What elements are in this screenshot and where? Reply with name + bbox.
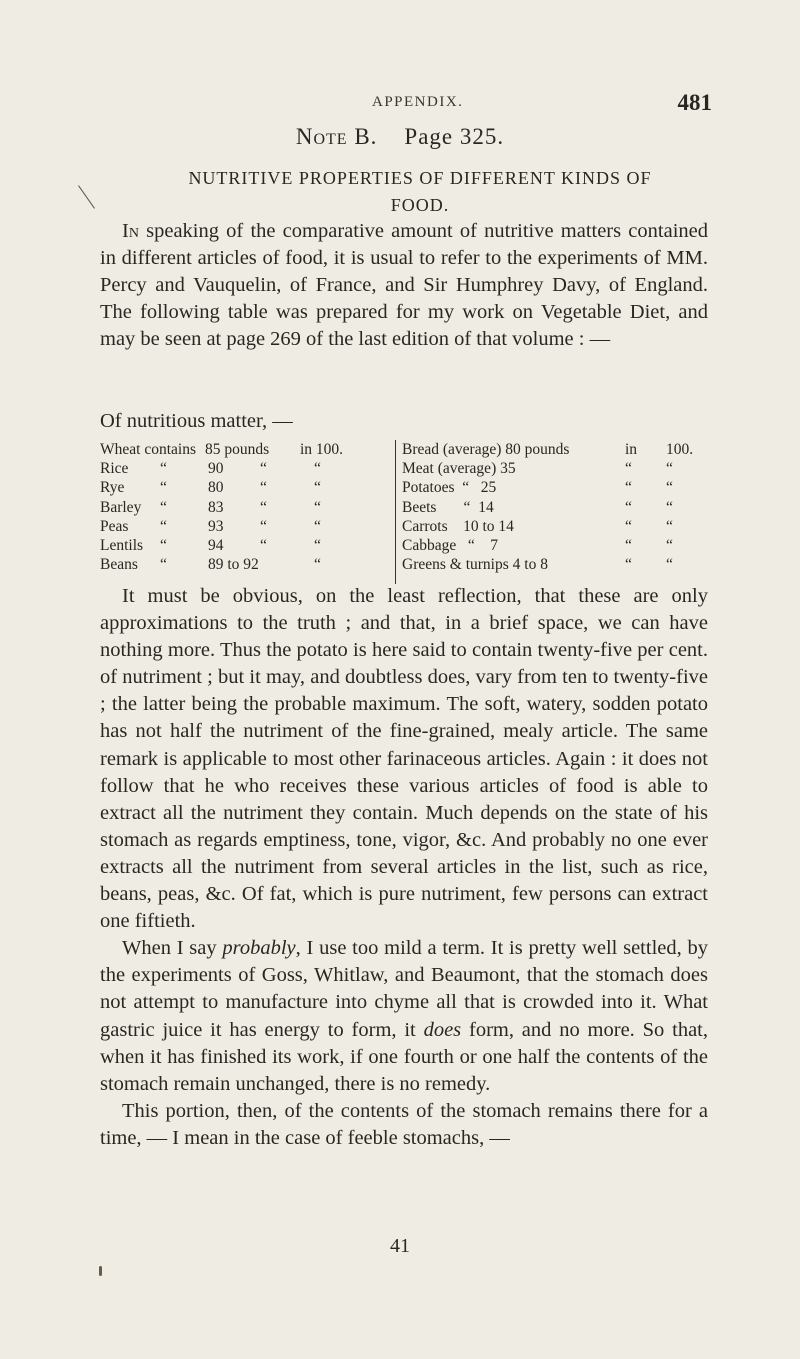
paragraph: It must be obvious, on the least reflection, that these are only approximations to the truth ; and that, in a brief space, we can have nothing more. Thus the potato is here said to contain twenty-five per cent. of nutriment ; but it may, and doubtless does, vary from ten to twenty-five ; the latter being the probable maximum. The soft, watery, sodden potato has not half the nutriment of the fine-grained, mealy article. The same remark is applicable to most other farinaceous articles. Again : it does not follow that he who receives these various articles of food is able to extract all the nutriment they contain. Much depends on the state of his stomach as regards emptiness, tone, vigor, &c. And probably no one ever extracts all the nutriment from several articles in the list, such as rice, beans, peas, &c. Of fat, which is pure nutriment, few persons can extract one fiftieth. bbox=[100, 585, 708, 933]
table-row: Barley “ 83 “ “ bbox=[100, 498, 321, 516]
table-lead-line: Of nutritious matter, — bbox=[100, 410, 293, 432]
drop-initial: In bbox=[122, 220, 139, 242]
ink-spot bbox=[99, 1266, 102, 1276]
table-row: Beans “ 89 to 92 “ bbox=[100, 556, 321, 574]
table-row: Rice “ 90 “ “ bbox=[100, 460, 321, 478]
table-row: Lentils “ 94 “ “ bbox=[100, 536, 321, 554]
table-row: Beets “ 14 “ “ bbox=[402, 498, 673, 516]
main-text bbox=[100, 583, 708, 1152]
signature-mark: 41 bbox=[390, 1235, 410, 1257]
table-row: Bread (average) 80 pounds in 100. bbox=[402, 441, 694, 458]
intro-text: speaking of the comparative amount of nutritive matters contained in different articles of food, it is usual to refer to the experiments of MM. Percy and Vauquelin, of France, and Sir Humphrey Davy, of England. The following table was prepared for my work on Vegetable Diet, and may be seen at page 269 of the last edition of that volume : — bbox=[100, 220, 708, 351]
table-row: Cabbage “ 7 “ “ bbox=[402, 536, 673, 554]
section-title-line1: NUTRITIVE PROPERTIES OF DIFFERENT KINDS OF bbox=[188, 168, 652, 188]
table-row: Wheat contains 85 pounds in 100. bbox=[100, 441, 344, 458]
emphasis: does bbox=[423, 1018, 462, 1041]
emphasis: probably bbox=[222, 937, 296, 960]
table-row: Rye “ 80 “ “ bbox=[100, 479, 321, 497]
table-row: Peas “ 93 “ “ bbox=[100, 517, 321, 535]
margin-mark bbox=[78, 185, 95, 209]
paragraph: When I say probably, I use too mild a term. It is pretty well settled, by the experiments of Goss, Whitlaw, and Beaumont, that the stomach does not attempt to manufacture into chyme all that is crowded into it. What gastric juice it has energy to form, it does form, and no more. So that, when it has finished its work, if one fourth or one half the contents of the stomach remain unchanged, there is no remedy. bbox=[100, 937, 708, 1095]
table-left-column bbox=[100, 440, 390, 574]
section-title bbox=[100, 165, 740, 219]
intro-paragraph bbox=[100, 218, 708, 353]
table-row: Potatoes “ 25 “ “ bbox=[402, 479, 673, 497]
section-title-line2: FOOD. bbox=[390, 195, 450, 215]
table-right-column bbox=[395, 440, 720, 584]
note-page-ref: Page 325. bbox=[404, 124, 505, 149]
paragraph: This portion, then, of the contents of the stomach remains there for a time, — I mean in the case of feeble stomachs, — bbox=[100, 1099, 708, 1149]
running-head-title: APPENDIX. bbox=[372, 94, 464, 110]
table-row: Greens & turnips 4 to 8 “ “ bbox=[402, 556, 673, 574]
table-row: Carrots 10 to 14 “ “ bbox=[402, 517, 673, 535]
table-row: Meat (average) 35 “ “ bbox=[402, 460, 673, 478]
note-heading bbox=[0, 124, 800, 150]
page-number: 481 bbox=[677, 90, 712, 115]
note-label: Note B. bbox=[295, 124, 378, 149]
running-head bbox=[0, 91, 800, 115]
